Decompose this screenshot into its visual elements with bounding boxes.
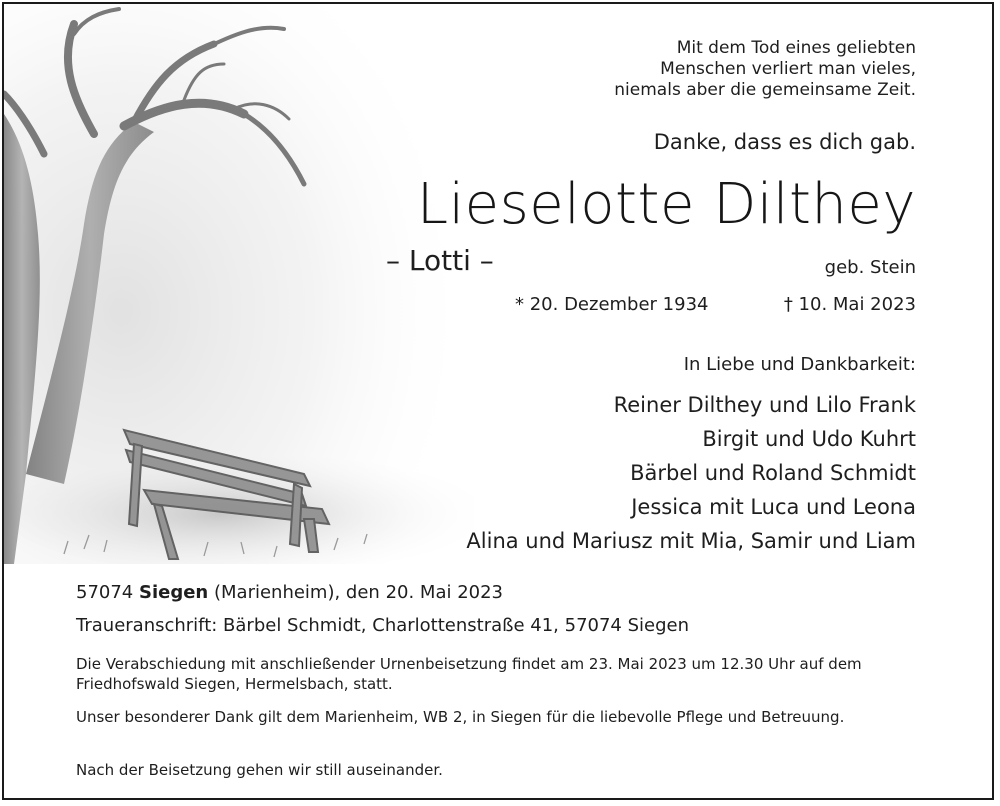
gratitude-paragraph: Unser besonderer Dank gilt dem Marienheim, WB 2, in Siegen für die liebevolle Pflege und Betreuung.: [76, 708, 845, 726]
place-and-date: [76, 582, 503, 603]
quote-line: Menschen verliert man vieles,: [660, 59, 916, 79]
deceased-name: Lieselotte Dilthey: [416, 172, 916, 237]
obituary-notice: [2, 2, 994, 800]
deceased-nickname: – Lotti –: [386, 244, 494, 277]
mourners-list: [466, 388, 916, 558]
quote-line: Mit dem Tod eines geliebten: [676, 38, 916, 58]
mourner-family: Jessica mit Luca und Leona: [631, 495, 916, 519]
thanks-line: Danke, dass es dich gab.: [653, 130, 916, 154]
quote-line: niemals aber die gemeinsame Zeit.: [614, 80, 916, 100]
zip-code: 57074: [76, 582, 134, 603]
birth-date: * 20. Dezember 1934: [515, 294, 709, 315]
mourner-family: Birgit und Udo Kuhrt: [702, 427, 916, 451]
pencil-sketch-image: [4, 4, 474, 564]
death-date: † 10. Mai 2023: [783, 294, 916, 315]
ceremony-paragraph: Die Verabschiedung mit anschließender Urnenbeisetzung findet am 23. Mai 2023 um 12.30 Uhr auf dem Friedhofswald Siegen, Hermelsbach, statt.: [76, 655, 862, 693]
birth-name: geb. Stein: [824, 257, 916, 278]
place-date-rest: (Marienheim), den 20. Mai 2023: [213, 582, 504, 603]
mourners-intro: In Liebe und Dankbarkeit:: [683, 354, 916, 375]
mourner-family: Alina und Mariusz mit Mia, Samir und Liam: [466, 529, 916, 553]
mourning-address: Traueranschrift: Bärbel Schmidt, Charlottenstraße 41, 57074 Siegen: [76, 615, 690, 636]
memorial-quote: [614, 38, 916, 101]
city-name: Siegen: [139, 582, 209, 603]
mourner-family: Reiner Dilthey und Lilo Frank: [613, 393, 916, 417]
tree-and-bench-illustration: [4, 4, 474, 564]
mourner-family: Bärbel und Roland Schmidt: [630, 461, 916, 485]
closing-paragraph: Nach der Beisetzung gehen wir still auseinander.: [76, 761, 443, 779]
